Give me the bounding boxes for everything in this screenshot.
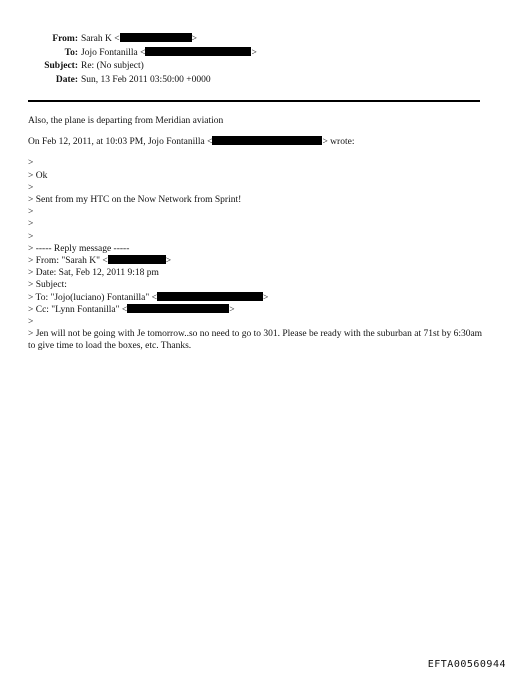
spacer: [28, 127, 488, 136]
quoted-line: > Ok: [28, 170, 48, 181]
quoted-line: > ----- Reply message -----: [28, 243, 130, 254]
to-label: To:: [64, 47, 78, 58]
email-header: [0, 33, 512, 87]
subject-value: Re: (No subject): [81, 61, 144, 71]
close-bracket: >: [262, 292, 269, 303]
quoted-to: > To: "Jojo(luciano) Fontanilla" <: [28, 292, 157, 303]
quoted-line: > Date: Sat, Feb 12, 2011 9:18 pm: [28, 268, 159, 279]
quoted-line: > Sent from my HTC on the Now Network from Sprint!: [28, 195, 242, 206]
header-divider: [28, 100, 480, 102]
quoted-line: >: [28, 219, 34, 230]
subject-label: Subject:: [44, 61, 78, 71]
quoted-line: > Subject:: [28, 280, 67, 291]
date-row: [0, 74, 512, 88]
redaction-block: [212, 136, 322, 145]
redaction-block: [145, 47, 251, 56]
from-row: [0, 33, 512, 47]
quoted-line: >: [28, 317, 34, 328]
body-line: Also, the plane is departing from Meridian aviation: [28, 116, 224, 126]
to-name: Jojo Fontanilla <: [81, 47, 146, 58]
from-value: [81, 33, 197, 47]
quoted-line: >: [28, 182, 34, 193]
close-bracket: >: [165, 256, 172, 267]
email-body: [28, 115, 488, 353]
to-value: [81, 47, 257, 61]
document-id: EFTA00560944: [427, 659, 506, 670]
quoted-to-line: [28, 292, 488, 304]
subject-row: [0, 60, 512, 74]
close-bracket: >: [229, 304, 235, 315]
redaction-block: [108, 255, 166, 264]
quoted-from-line: [28, 255, 488, 267]
quoted-cc-line: [28, 304, 488, 316]
redaction-block: [120, 33, 192, 42]
close-bracket: >: [251, 47, 257, 58]
from-label: From:: [52, 34, 78, 44]
date-label: Date:: [55, 74, 78, 85]
quoted-line: >: [28, 207, 34, 218]
quoted-line: >: [28, 231, 34, 242]
wrote-line: [28, 136, 488, 148]
quoted-from: > From: "Sarah K" <: [28, 256, 108, 267]
from-name: Sarah K <: [81, 34, 120, 44]
spacer: [28, 148, 488, 157]
redaction-block: [157, 292, 263, 301]
to-row: [0, 47, 512, 61]
date-value: Sun, 13 Feb 2011 03:50:00 +0000: [81, 74, 211, 85]
redaction-block: [127, 304, 229, 313]
quoted-message: > Jen will not be going with Je tomorrow..so no need to go to 301. Please be ready with the suburban at 71st by 6:30am to give time to load the boxes, etc. Thanks.: [28, 329, 483, 352]
wrote-suffix: > wrote:: [322, 137, 355, 148]
close-bracket: >: [191, 34, 197, 44]
quoted-cc: > Cc: "Lynn Fontanilla" <: [28, 304, 128, 315]
quoted-line: >: [28, 158, 34, 169]
wrote-prefix: On Feb 12, 2011, at 10:03 PM, Jojo Fontanilla <: [28, 137, 213, 148]
